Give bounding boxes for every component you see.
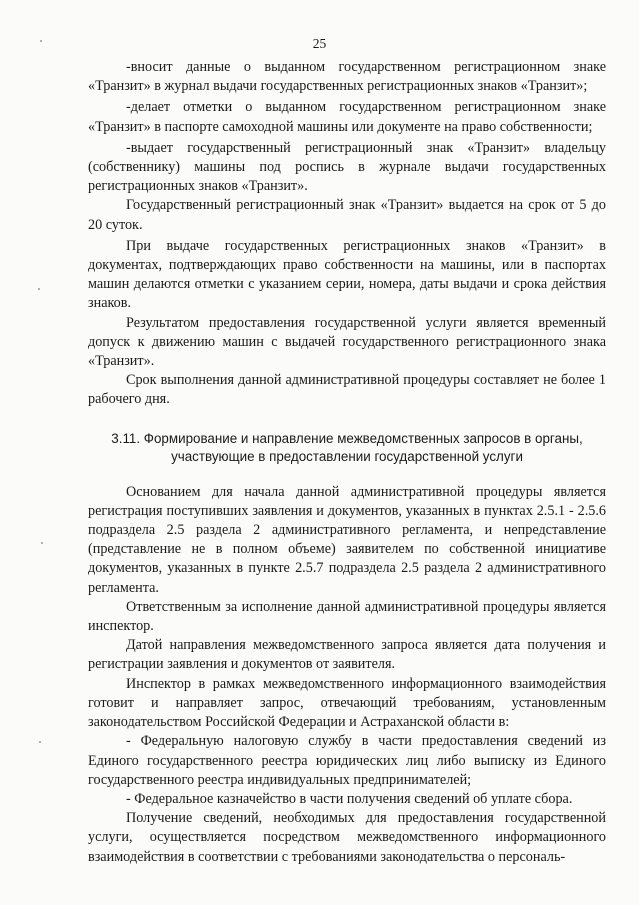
list-item-kaznacheistvo: - Федеральное казначейство в части получения сведений об уплате сбора. [126, 790, 573, 807]
list-item-nalogovaya: - Федеральную налоговую службу в части предоставления сведений из Единого государственного реестра юридических лиц либо выписку из Единого государственного реестра индивидуальных предпринимателей; [88, 733, 606, 788]
paragraph-osnovanie: Основанием для начала данной административной процедуры является регистрация поступивших заявления и документов, указанных в пунктах 2.5.1 - 2.5.6 подраздела 2.5 раздела 2 административного регламента, и непредставление (представление не в полном объеме) заявителем по собственной инициативе документов, указанных в пункте 2.5.7 подраздела 2.5 раздела 2 административного регламента. [88, 483, 606, 596]
paragraph-rezultat: Результатом предоставления государственной услуги является временный допуск к движению машин с выдачей государственного регистрационного знака «Транзит». [88, 314, 606, 370]
paragraph-otvetstvennyi: Ответственным за исполнение данной административной процедуры является инспектор. [88, 598, 606, 635]
paragraph-srok-znaka: Государственный регистрационный знак «Транзит» выдается на срок от 5 до 20 суток. [88, 197, 606, 233]
paragraph-poluchenie-svedenii: Получение сведений, необходимых для предоставления государственной услуги, осуществляется посредством межведомственного информационного взаимодействия в соответствии с требованиями законодательства о персональ- [88, 810, 606, 865]
paragraph-srok-procedury: Срок выполнения данной административной процедуры составляет не более 1 рабочего дня. [88, 372, 606, 408]
scan-speck [40, 40, 42, 42]
scan-speck [38, 288, 40, 290]
paragraph-vydaet-znak: -выдает государственный регистрационный знак «Транзит» владельцу (собственнику) машины под роспись в журнале выдачи государственных регистрационных знаков «Транзит». [88, 139, 606, 195]
scan-speck [41, 542, 43, 544]
paragraph-inspektor: Инспектор в рамках межведомственного информационного взаимодействия готовит и направляет запрос, отвечающий требованиям, установленным законодательством Российской Федерации и Астраханской области в: [88, 675, 606, 731]
paragraph-data-napravleniya: Датой направления межведомственного запроса является дата получения и регистрации заявления и документов от заявителя. [88, 637, 606, 673]
paragraph-delaet-otmetki: -делает отметки о выданном государственном регистрационном знаке «Транзит» в паспорте самоходной машины или документе на право собственности; [88, 99, 606, 135]
page-number: 25 [312, 36, 327, 51]
scan-speck [39, 741, 41, 743]
paragraph-otmetki-v-dokumentah: При выдаче государственных регистрационных знаков «Транзит» в документах, подтверждающих право собственности на машины, или в паспортах машин делаются отметки с указанием серии, номера, даты выдачи и срока действия знаков. [88, 237, 606, 312]
document-body [88, 58, 606, 867]
paragraph-vnosit: -вносит данные о выданном государственном регистрационном знаке «Транзит» в журнал выдачи государственных регистрационных знаков «Транзит»; [88, 59, 606, 95]
section-heading-3-11: 3.11. Формирование и направление межведомственных запросов в органы, участвующие в предоставлении государственной услуги [111, 430, 583, 465]
